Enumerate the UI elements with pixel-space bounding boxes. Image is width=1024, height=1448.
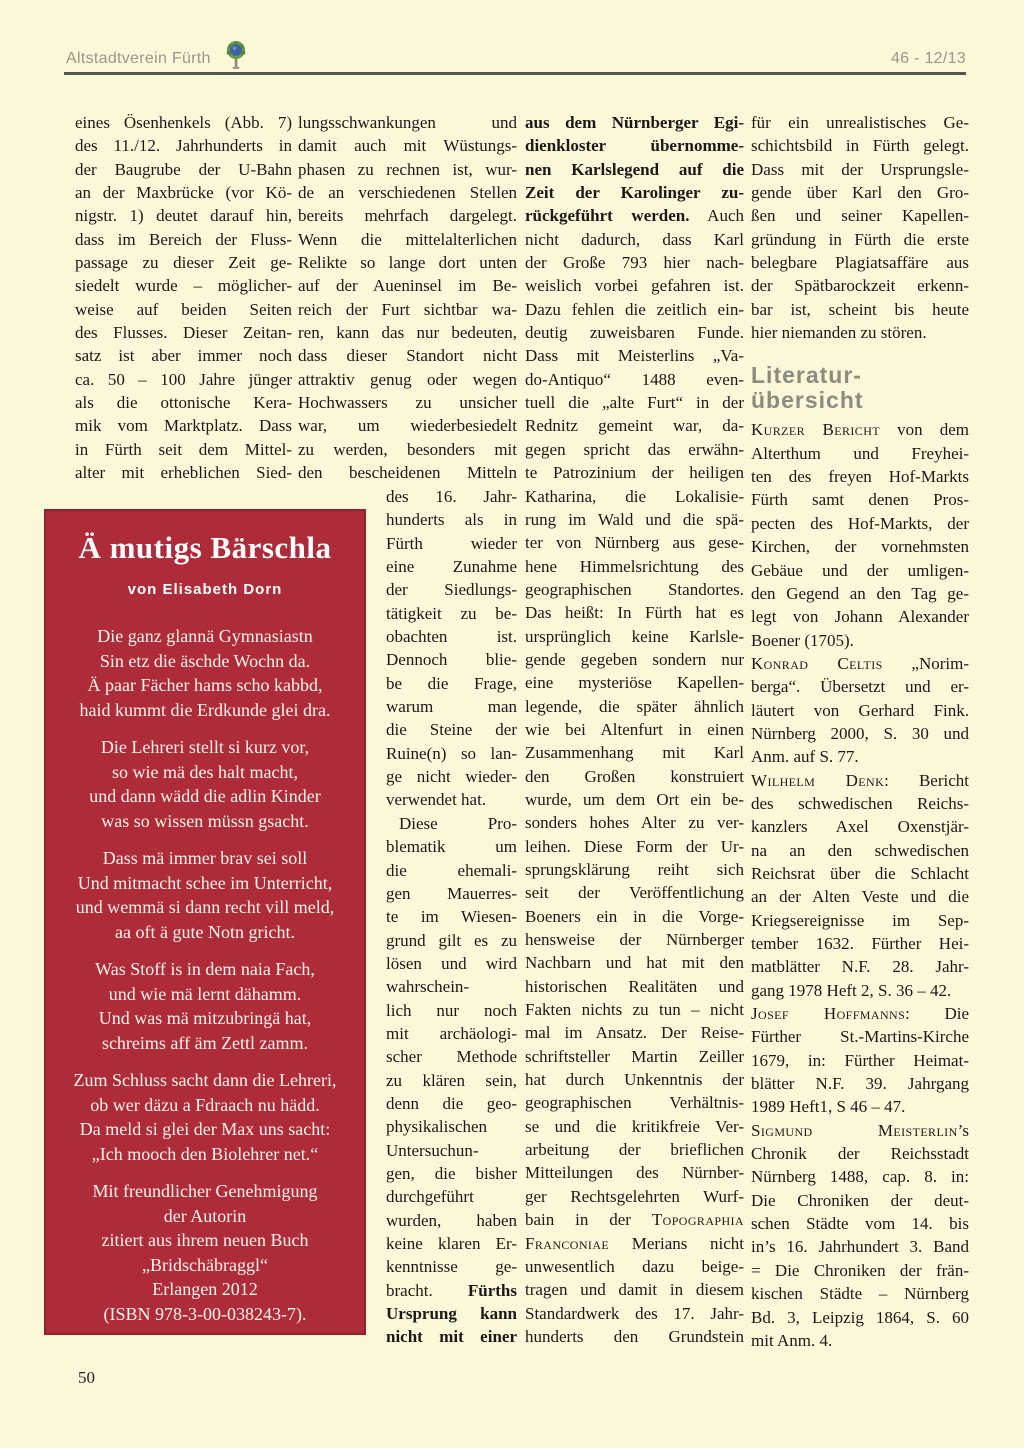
text-line: historischen Realitäten und [525, 976, 744, 996]
text-line: = Die Chroniken der frän- [751, 1260, 969, 1280]
text-line: Boener (1705). [751, 630, 854, 650]
text-line: hene Himmelsrichtung des [525, 556, 744, 576]
text-line: ten des freyen Hof-Markts [751, 467, 969, 487]
text-line: phasen zu rechnen ist, wur- [298, 159, 517, 179]
text-line: Kurzer Bericht von dem [751, 420, 969, 440]
text-line: dass im Bereich der Fluss- [75, 229, 292, 249]
text-line: für ein unrealistisches Ge- [751, 113, 969, 132]
text-line: alter mit erheblichen Sied- [75, 463, 292, 483]
text-line: Da meld si glei der Max uns sacht: [79, 1119, 331, 1139]
text-line: gende über Karl den Gro- [751, 183, 969, 203]
text-line: Wenn die mittelalterlichen [298, 229, 517, 249]
literature-heading-line1: Literatur- [751, 362, 862, 389]
text-line: Dazu fehlen die zeitlich ein- [525, 299, 744, 319]
text-line: durchgeführt [386, 1187, 474, 1207]
text-line: und wie mä lernt dähamm. [108, 983, 302, 1004]
text-line: der Spätbarockzeit erkenn- [751, 276, 969, 296]
text-line: be die Frage, [386, 673, 517, 693]
text-line: Boeners ein in die Vorge- [525, 906, 744, 926]
text-line: den bescheidenen Mitteln [298, 463, 517, 483]
text-line: Nürnberg 1488, cap. 8. in: [751, 1167, 969, 1187]
text-line: eines Ösenhenkels (Abb. 7) [75, 113, 292, 132]
text-line: tätigkeit zu be- [386, 603, 517, 623]
text-line: reich der Furt sichtbar wa- [298, 299, 517, 319]
text-line: Wilhelm Denk: Bericht [751, 770, 969, 790]
literature-list [751, 418, 969, 1352]
text-line: an der Maxbrücke (vor Kö- [75, 183, 292, 203]
text-line: Dennoch blie- [386, 650, 517, 670]
text-line: Gebäue und der umligen- [751, 560, 969, 580]
paragraph [386, 812, 517, 1349]
paragraph [386, 485, 517, 812]
paragraph [751, 1002, 969, 1119]
text-line: ob wer däzu a Fdraach nu hädd. [90, 1094, 320, 1115]
text-line: Chronik der Reichsstadt [751, 1144, 969, 1164]
text-line: gründung in Fürth die erste [751, 229, 969, 249]
paragraph [751, 769, 969, 1002]
text-line: Die Lehreri stellt si kurz vor, [100, 737, 310, 757]
text-line: scher Methode [386, 1047, 517, 1067]
text-line: wurde, um dem Ort ein be- [525, 789, 744, 809]
text-line: Die ganz glannä Gymnasiastn [97, 626, 313, 646]
text-line: denn die geo- [386, 1093, 517, 1113]
text-line: belegbare Plagiatsaffäre aus [751, 253, 969, 273]
text-line: wurden, haben [386, 1210, 517, 1230]
header-left-label: Altstadtverein Fürth [66, 50, 211, 67]
text-line: nicht mit einer [386, 1327, 517, 1347]
text-line: Ä paar Fächer hams scho kabbd, [87, 675, 323, 695]
text-line: Relikte so lange dort unten [298, 253, 517, 273]
text-line: hat durch Unkenntnis der [525, 1070, 744, 1090]
text-line: der Siedlungs- [386, 580, 517, 600]
text-line: Die Chroniken der deut- [751, 1190, 969, 1210]
text-line: physikalischen [386, 1117, 488, 1137]
text-line: 1679, in: Fürther Heimat- [751, 1050, 969, 1070]
text-line: Josef Hoffmanns: Die [751, 1004, 969, 1024]
text-line: te Patrozinium der heiligen [525, 463, 744, 483]
text-line: (ISBN 978-3-00-038243-7). [103, 1303, 307, 1324]
text-line: damit auch mit Wüstungs- [298, 136, 517, 156]
text-line: auf der Aueninsel im Be- [298, 276, 517, 296]
text-line: blematik um [386, 837, 517, 857]
paragraph [751, 652, 969, 769]
text-line: des 16. Jahr- [386, 487, 517, 506]
text-line: weislich vorbei gefahren ist. [525, 276, 744, 296]
text-line: in Fürth seit dem Mittel- [75, 439, 292, 459]
page-number: 50 [78, 1368, 95, 1387]
text-line: leihen. Diese Form der Ur- [525, 836, 744, 856]
text-line: Dass mit Meisterlins „Va- [525, 346, 744, 366]
text-line: ren, kann das nur bedeuten, [298, 323, 517, 343]
text-line: und wemmä si dann recht vill meld, [75, 897, 335, 917]
text-line: Nachbarn und hat mit den [525, 953, 744, 973]
text-line: Fürth samt denen Pros- [751, 490, 969, 510]
text-line: Untersuchun- [386, 1140, 479, 1160]
text-line: des Flusses. Dieser Zeitan- [75, 323, 292, 343]
text-line: schreims aff äm Zettl zamm. [101, 1032, 309, 1053]
text-line: gen Mauerres- [386, 883, 517, 903]
text-line: bain in der Topographia [525, 1210, 744, 1230]
text-line: die ehemali- [386, 860, 517, 880]
text-line: Standardwerk des 17. Jahr- [525, 1303, 744, 1323]
text-line: schichtsbild in Fürth gelegt. [751, 136, 969, 156]
text-line: Konrad Celtis „Norim- [751, 653, 970, 673]
text-line: so wie mä des halt macht, [112, 761, 298, 782]
text-line: „Bridschäbraggl“ [142, 1254, 268, 1275]
text-line: ßen und seiner Kapellen- [751, 206, 969, 226]
text-line: siedelt wurde – möglicher- [75, 276, 292, 296]
text-line: läutert von Gerhard Fink. [751, 700, 969, 720]
text-line: rung im Wald und die spä- [525, 509, 744, 529]
text-line: 1989 Heft1, S 46 – 47. [751, 1097, 906, 1117]
text-line: Dass mä immer brav sei soll [102, 848, 308, 868]
text-line: Rednitz gemeint war, da- [525, 416, 744, 436]
text-line: keine klaren Er- [386, 1234, 517, 1253]
text-line: zitiert aus ihrem neuen Buch [101, 1230, 309, 1250]
text-line: lich nur noch [386, 1000, 517, 1020]
text-line: na an den schwedischen [751, 840, 969, 860]
text-line: kenntnisse ge- [386, 1257, 517, 1277]
text-line: den Großen konstruiert [525, 766, 744, 786]
text-line: gende gegeben sondern nur [525, 649, 744, 669]
text-line: Das heißt: In Fürth hat es [525, 603, 744, 623]
text-line: mit Anm. 4. [751, 1330, 833, 1350]
text-line: dienkloster übernomme- [525, 136, 744, 156]
text-line: te im Wiesen- [386, 907, 517, 927]
text-line: ursprünglich keine Karlsle- [525, 626, 744, 646]
text-line: Sin etz die äschde Wochn da. [99, 650, 311, 671]
text-line: haid kummt die Erdkunde glei dra. [79, 699, 331, 720]
text-line: aa oft ä gute Notn gricht. [115, 921, 295, 942]
text-line: kanzlers Axel Oxenstjär- [751, 817, 969, 837]
paragraph [60, 846, 350, 944]
header-rule [64, 72, 966, 75]
text-line: legt von Johann Alexander [751, 607, 969, 627]
text-line: Bd. 3, Leipzig 1864, S. 60 [751, 1307, 969, 1327]
text-line: tember 1632. Fürther Hei- [751, 934, 969, 953]
text-line: nicht dadurch, dass Karl [525, 229, 744, 249]
text-line: satz ist aber immer noch [75, 346, 292, 366]
text-line: warum man [386, 697, 517, 717]
text-line: ter von Nürnberg aus gese- [525, 533, 744, 553]
text-line: Ruine(n) so lan- [386, 743, 517, 763]
poem-stanzas [60, 624, 350, 1326]
paragraph [60, 624, 350, 722]
article-column-2-narrow [386, 485, 517, 1349]
tree-logo-icon [224, 40, 248, 72]
text-line: Fürth wieder [386, 533, 517, 553]
text-line: hensweise der Nürnberger [525, 930, 744, 950]
text-line: passage zu dieser Zeit ge- [75, 253, 292, 273]
text-line: dass dieser Standort nicht [298, 346, 517, 366]
article-column-4 [751, 111, 969, 1352]
text-line: sonders hohes Alter zu ver- [525, 813, 744, 833]
text-line: aus dem Nürnberger Egi- [525, 113, 744, 132]
literature-heading-line2: übersicht [751, 387, 864, 414]
text-line: Zeit der Karolinger zu- [525, 183, 744, 203]
text-line: rückgeführt werden. Auch [525, 206, 744, 226]
text-line: lungsschwankungen und [298, 113, 517, 132]
text-line: der Große 793 hier nach- [525, 253, 744, 273]
text-line: bar ist, scheint bis heute [751, 299, 969, 319]
poem-byline: von Elisabeth Dorn [127, 581, 283, 598]
text-line: wahrschein- [386, 977, 470, 997]
text-line: zu werden, besonders mit [298, 439, 517, 459]
text-line: des 11./12. Jahrhunderts in [75, 136, 292, 156]
text-line: Kirchen, der vornehmsten [751, 537, 969, 557]
text-line: gang 1978 Heft 2, S. 36 – 42. [751, 980, 952, 1000]
text-line: gegen spricht das erwähn- [525, 439, 744, 459]
text-line: der Baugrube der U-Bahn [75, 159, 292, 179]
text-line: attraktiv genug oder wegen [298, 369, 517, 389]
text-line: bereits mehrfach dargelegt. [298, 206, 517, 226]
paragraph [298, 111, 517, 485]
text-line: Franconiae Merians nicht [525, 1233, 744, 1253]
text-line: de an verschiedenen Stellen [298, 183, 517, 203]
text-line: Und was mä mitzubringä hat, [98, 1008, 312, 1028]
text-line: Ursprung kann [386, 1304, 517, 1324]
header-page-reference: 46 - 12/13 [890, 50, 966, 67]
text-line: Diese Pro- [399, 813, 517, 833]
text-line: legende, die später ähnlich [525, 696, 744, 716]
text-line: Alterthum und Freyhei- [751, 443, 969, 463]
literature-heading [751, 363, 969, 413]
text-line: mik vom Marktplatz. Dass [75, 416, 292, 436]
paragraph [751, 1119, 969, 1352]
text-line: mit archäologi- [386, 1023, 517, 1043]
text-line: verwendet hat. [386, 790, 487, 810]
text-line: geographischen Standortes. [525, 579, 744, 599]
text-line: zu klären sein, [386, 1070, 517, 1090]
article-column-3 [525, 111, 744, 1348]
text-line: matblätter N.F. 28. Jahr- [751, 957, 969, 977]
text-line: die Steine der [386, 720, 517, 740]
text-line: Reichsrat über die Schlacht [751, 863, 969, 883]
text-line: tragen und damit in diesem [525, 1280, 744, 1300]
text-line: ger Rechtsgelehrten Wurf- [525, 1186, 744, 1206]
text-line: Erlangen 2012 [152, 1279, 258, 1299]
article-column-4-intro [751, 111, 969, 344]
text-line: mal im Ansatz. Der Reise- [525, 1023, 744, 1043]
text-line: grund gilt es zu [386, 930, 517, 950]
text-line: seit der Veröffentlichung [525, 883, 744, 903]
paragraph [60, 735, 350, 833]
text-line: Mit freundlicher Genehmigung [92, 1181, 318, 1201]
paragraph [525, 111, 744, 1348]
text-line: tuell die „alte Furt“ in der [525, 393, 744, 413]
text-line: Nürnberg 2000, S. 30 und [751, 723, 969, 743]
text-line: ge nicht wieder- [386, 767, 517, 787]
paragraph [75, 111, 292, 485]
text-line: war, um wiederbesiedelt [298, 416, 517, 436]
text-line: gen, die bisher [386, 1163, 517, 1183]
text-line: wie bei Altenfurt in einen [525, 719, 744, 739]
text-line: des schwedischen Reichs- [751, 793, 969, 813]
poem-title: Ä mutigs Bärschla [78, 530, 332, 565]
text-line: den Gegend an den Tag ge- [751, 583, 969, 603]
text-line: geographischen Verhältnis- [525, 1093, 744, 1113]
text-line: an der Alten Veste und die [751, 887, 969, 907]
text-line: eine mysteriöse Kapellen- [525, 673, 744, 693]
text-line: Fürther St.-Martins-Kirche [751, 1027, 969, 1047]
text-line: Mitteilungen des Nürnber- [525, 1163, 744, 1183]
text-line: blätter N.F. 39. Jahrgang [751, 1074, 969, 1094]
paragraph [60, 1068, 350, 1166]
paragraph [751, 111, 969, 344]
text-line: eine Zunahme [386, 557, 517, 577]
poem-box [44, 509, 366, 1335]
text-line: do-Antiquo“ 1488 even- [525, 369, 744, 389]
text-line: Kriegsereignisse im Sep- [751, 910, 969, 930]
text-line: berga“. Übersetzt und er- [751, 677, 969, 697]
text-line: was so wissen müssn gsacht. [101, 810, 309, 831]
text-line: sprungsklärung reiht sich [525, 860, 744, 879]
text-line: weise auf beiden Seiten [75, 299, 292, 319]
paragraph [751, 418, 969, 651]
article-column-1 [75, 111, 292, 485]
text-line: pecten des Hof-Markts, der [751, 513, 969, 533]
text-line: „Ich mooch den Biolehrer net.“ [91, 1143, 319, 1164]
text-line: Dass mit der Ursprungsle- [751, 159, 969, 179]
paragraph [60, 957, 350, 1055]
text-line: deutig zuweisbaren Funde. [525, 323, 744, 343]
text-line: nen Karlslegend auf die [525, 159, 744, 179]
text-line: hunderts den Grundstein [525, 1326, 744, 1346]
text-line: als die ottonische Kera- [75, 393, 292, 413]
text-line: se und die kritikfreie Ver- [525, 1116, 744, 1136]
text-line: schriftsteller Martin Zeiller [525, 1046, 744, 1066]
text-line: ca. 50 – 100 Jahre jünger [75, 369, 292, 389]
text-line: Und mitmacht schee im Unterricht, [77, 872, 333, 893]
text-line: Katharina, die Lokalisie- [525, 486, 744, 506]
article-column-2-wide [298, 111, 517, 485]
text-line: Zum Schluss sacht dann die Lehreri, [73, 1070, 337, 1090]
text-line: lösen und wird [386, 953, 517, 973]
text-line: Zusammenhang mit Karl [525, 743, 744, 763]
text-line: obachten ist. [386, 627, 517, 647]
text-line: in’s 16. Jahrhundert 3. Band [751, 1237, 969, 1257]
text-line: hunderts als in [386, 510, 517, 530]
text-line: hier niemanden zu stören. [751, 323, 927, 343]
text-line: und dann wädd die adlin Kinder [89, 786, 321, 806]
text-line: unwesentlich dazu beige- [525, 1256, 744, 1276]
text-line: bracht. Fürths [386, 1280, 517, 1300]
text-line: arbeitung der brieflichen [525, 1140, 744, 1160]
paragraph [60, 1179, 350, 1326]
text-line: Fakten nichts zu tun – nicht [525, 1000, 744, 1020]
text-line: nigstr. 1) deutet darauf hin, [75, 206, 292, 226]
text-line: der Autorin [163, 1205, 247, 1226]
text-line: Anm. auf S. 77. [751, 747, 859, 767]
text-line: Was Stoff is in dem naia Fach, [95, 959, 315, 979]
text-line: Sigmund Meisterlin’s [751, 1120, 969, 1140]
text-line: schen Städte vom 14. bis [751, 1214, 969, 1234]
text-line: kischen Städte – Nürnberg [751, 1284, 969, 1304]
text-line: Hochwassers zu unsicher [298, 393, 517, 413]
